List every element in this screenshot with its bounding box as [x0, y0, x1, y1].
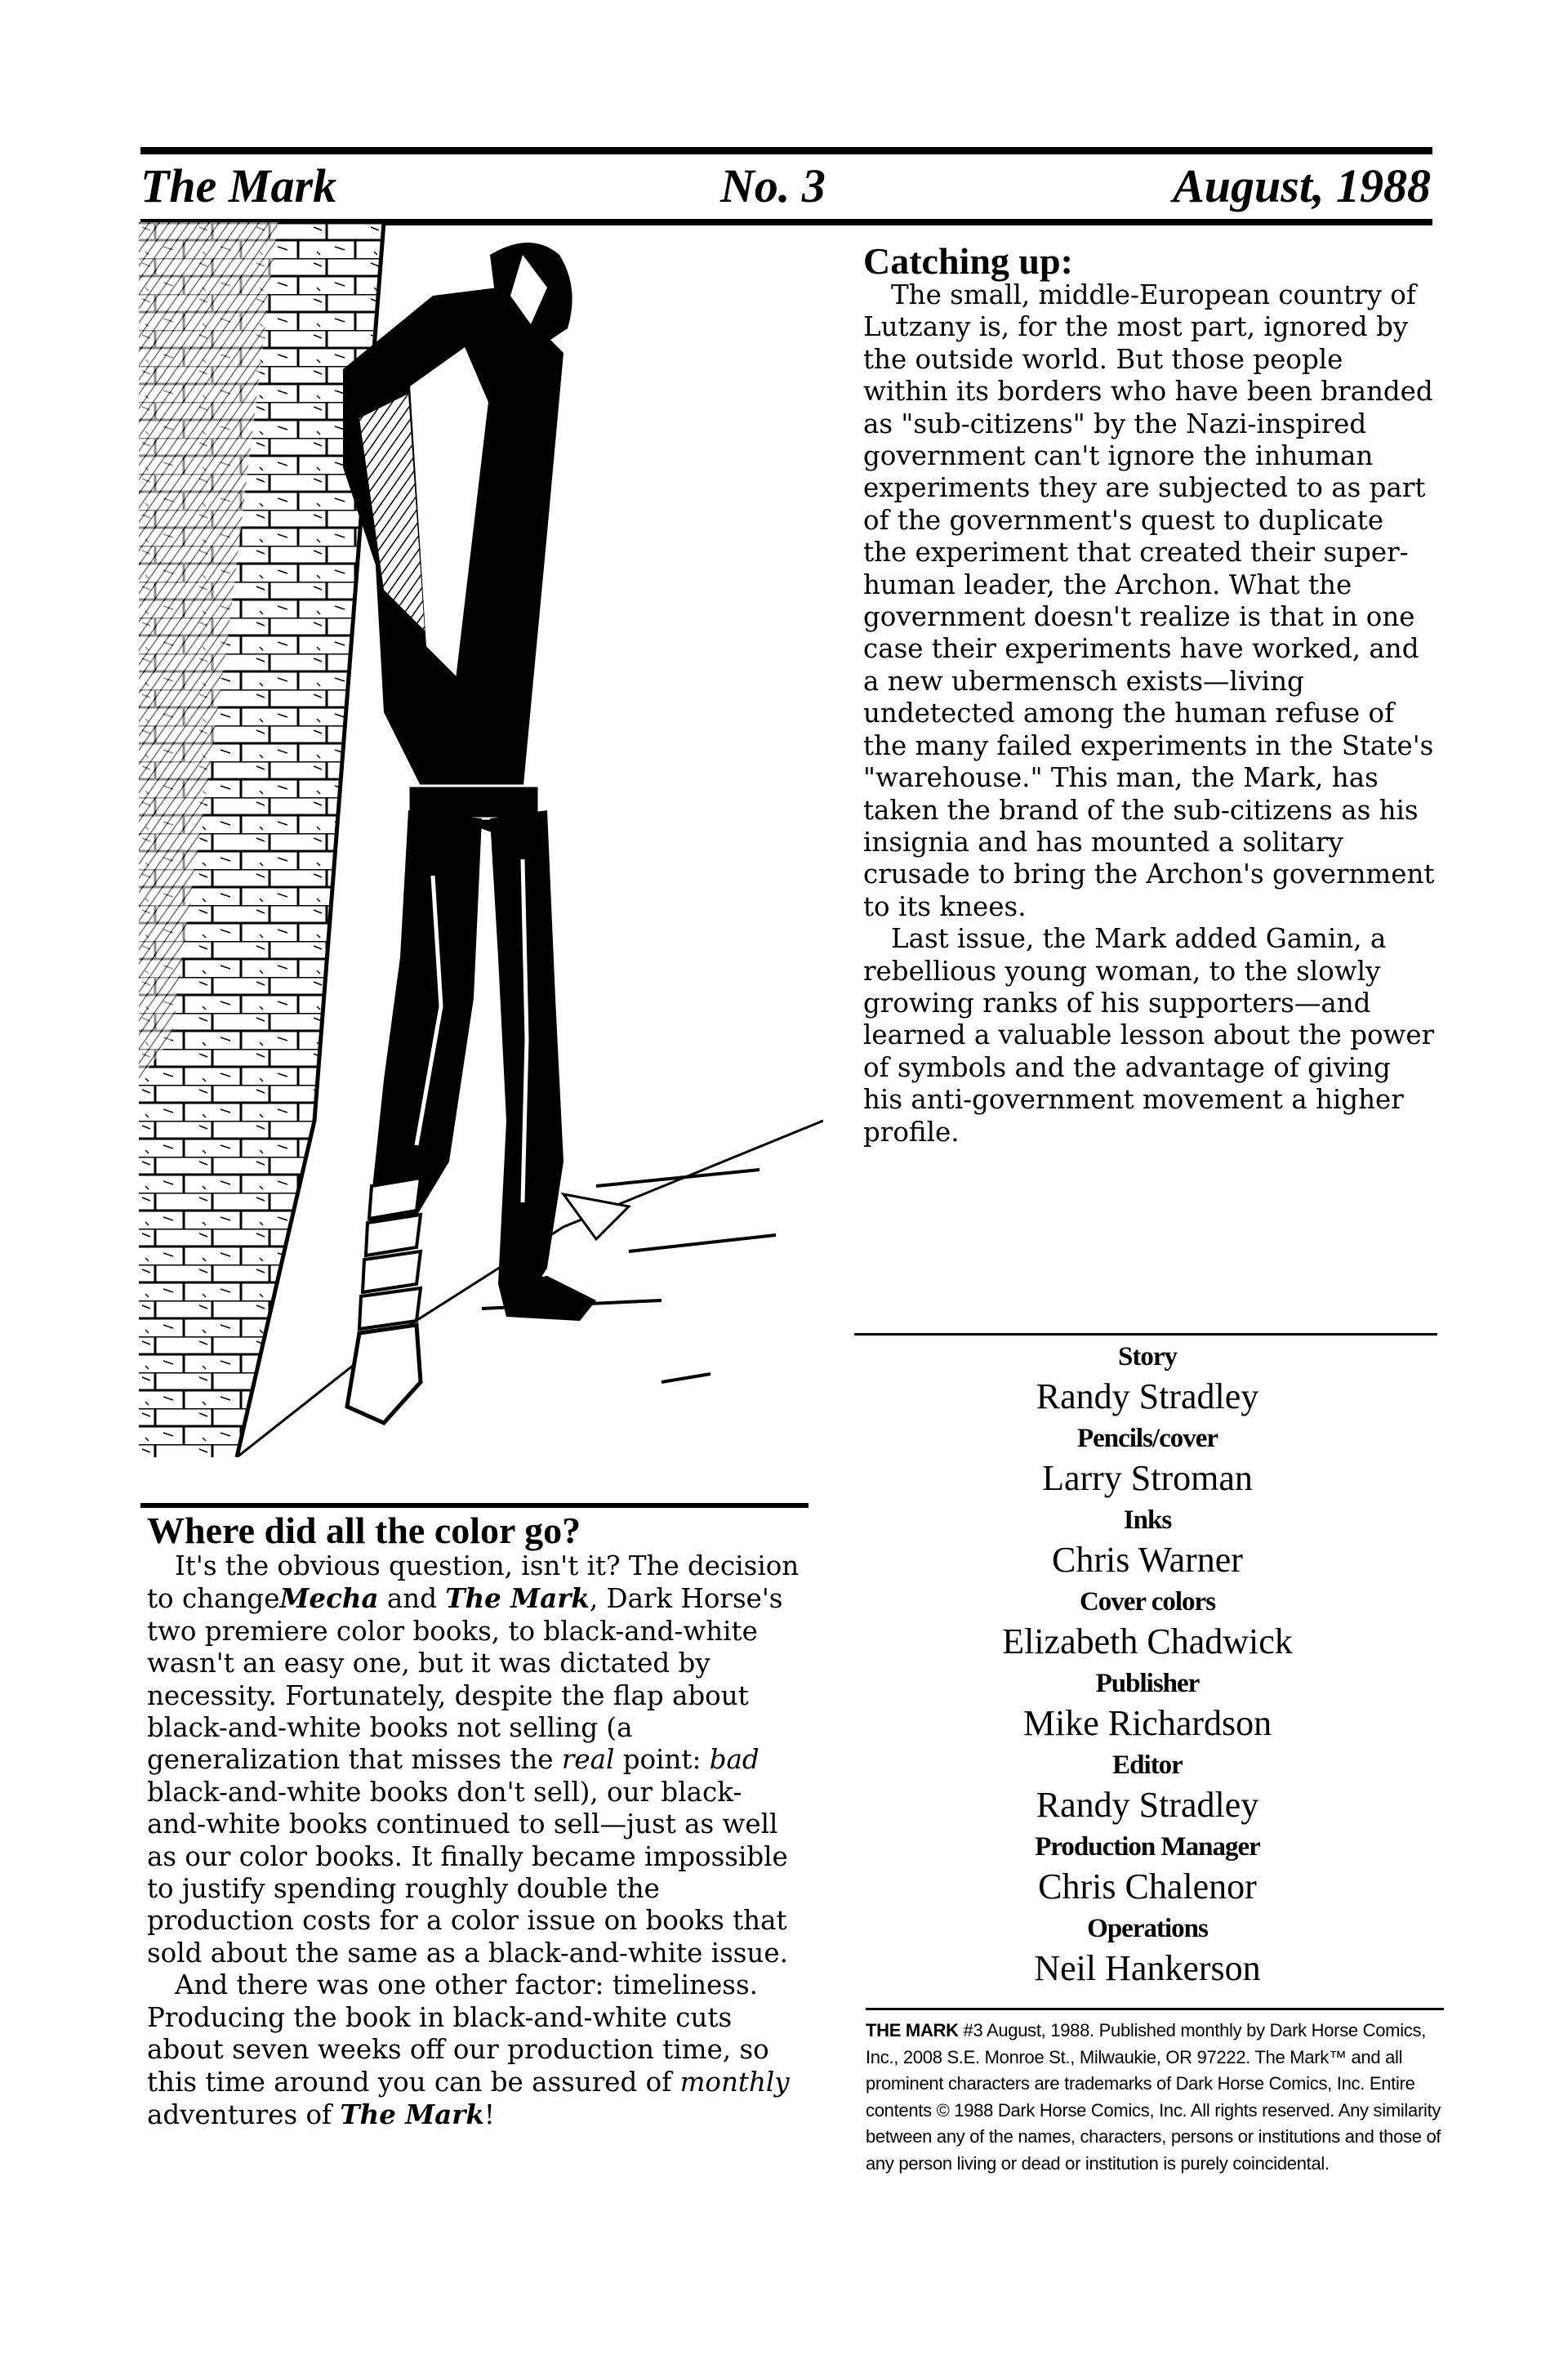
credit-name: Mike Richardson: [1022, 1703, 1272, 1743]
credit-role: Operations: [1087, 1914, 1208, 1943]
catching-up-paragraph-1: The small, middle-European country of Lutzany is, for the most part, ignored by the outside world. But those people within its borders who have been branded as "sub-citizens" by the Nazi-inspired government can't ignore the inhuman experiments they are subjected to as part of the government's quest to duplicate the experiment that created their super-human leader, the Archon. What the government doesn't realize is that in one case their experiments have worked, and a new ubermensch exists—living undetected among the human refuse of the many failed experiments in the State's "warehouse." This man, the Mark, has taken the brand of the sub-citizens as his insignia and has mounted a solitary crusade to bring the Archon's government to its knees.: [863, 279, 1435, 922]
masthead-title: The Mark: [140, 159, 337, 212]
credit-role: Pencils/cover: [1076, 1424, 1218, 1453]
mark-illustration: [139, 222, 823, 1457]
credit-role: Publisher: [1095, 1669, 1200, 1698]
credit-name: Chris Warner: [1052, 1540, 1243, 1580]
masthead-date: August, 1988: [1173, 159, 1431, 212]
credit-role: Cover colors: [1079, 1587, 1216, 1617]
credit-role: Story: [1118, 1342, 1177, 1371]
catching-up-paragraph-2: Last issue, the Mark added Gamin, a rebellious young woman, to the slowly growing ranks of his supporters—and learned a valuable lesson about the power of symbols and the advantage of giving his anti-government movement a higher profile.: [863, 923, 1435, 1148]
credit-name: Randy Stradley: [1036, 1376, 1259, 1416]
masthead: [140, 154, 1431, 219]
credit-name: Chris Chalenor: [1038, 1866, 1257, 1907]
indicia: [866, 2018, 1454, 2178]
credits-top-rule: [854, 1333, 1437, 1336]
where-color-rule: [140, 1503, 808, 1508]
masthead-issue: No. 3: [720, 159, 826, 212]
credit-name: Elizabeth Chadwick: [1002, 1621, 1293, 1661]
where-color-paragraph-1: It's the obvious question, isn't it? The decision to changeMecha and The Mark, Dark Horse's two premiere color books, to black-and-white wasn't an easy one, but it was dictated by necessity. Fortunately, despite the flap about black-and-white books not selling (a generalization that misses the real point: bad black-and-white books don't sell), our black-and-white books continued to sell—just as well as our color books. It finally became impossible to justify spending roughly double the production costs for a color issue on books that sold about the same as a black-and-white issue.: [147, 1550, 800, 1969]
credit-role: Editor: [1112, 1750, 1183, 1780]
credit-name: Randy Stradley: [1036, 1785, 1259, 1825]
indicia-text: #3 August, 1988. Published monthly by Dark Horse Comics, Inc., 2008 S.E. Monroe St., Milwaukie, OR 97222. The Mark™ and all prominent characters are trademarks of Dark Horse Comics, Inc. Entire contents © 1988 Dark Horse Comics, Inc. All rights reserved. Any similarity between any of the names, characters, persons or institutions and those of any person living or dead or institution is purely coincidental.: [866, 2020, 1441, 2174]
where-color-heading: Where did all the color go?: [147, 1510, 581, 1551]
where-color-paragraph-2: And there was one other factor: timeliness. Producing the book in black-and-white cuts about seven weeks off our production time, so this time around you can be assured of monthly adventures of The Mark!: [147, 1969, 790, 2130]
catching-up-heading: Catching up:: [863, 240, 1073, 282]
where-color-section: [147, 1510, 800, 2131]
credit-name: Larry Stroman: [1042, 1458, 1253, 1498]
credit-role: Production Manager: [1035, 1832, 1260, 1862]
indicia-rule: [866, 2008, 1444, 2010]
figure: [343, 243, 596, 1423]
catching-up-section: [863, 240, 1435, 1148]
credit-name: Neil Hankerson: [1034, 1948, 1261, 1988]
credit-role: Inks: [1123, 1505, 1172, 1535]
credits-block: [878, 1341, 1417, 1995]
indicia-lead: THE MARK: [866, 2020, 959, 2040]
